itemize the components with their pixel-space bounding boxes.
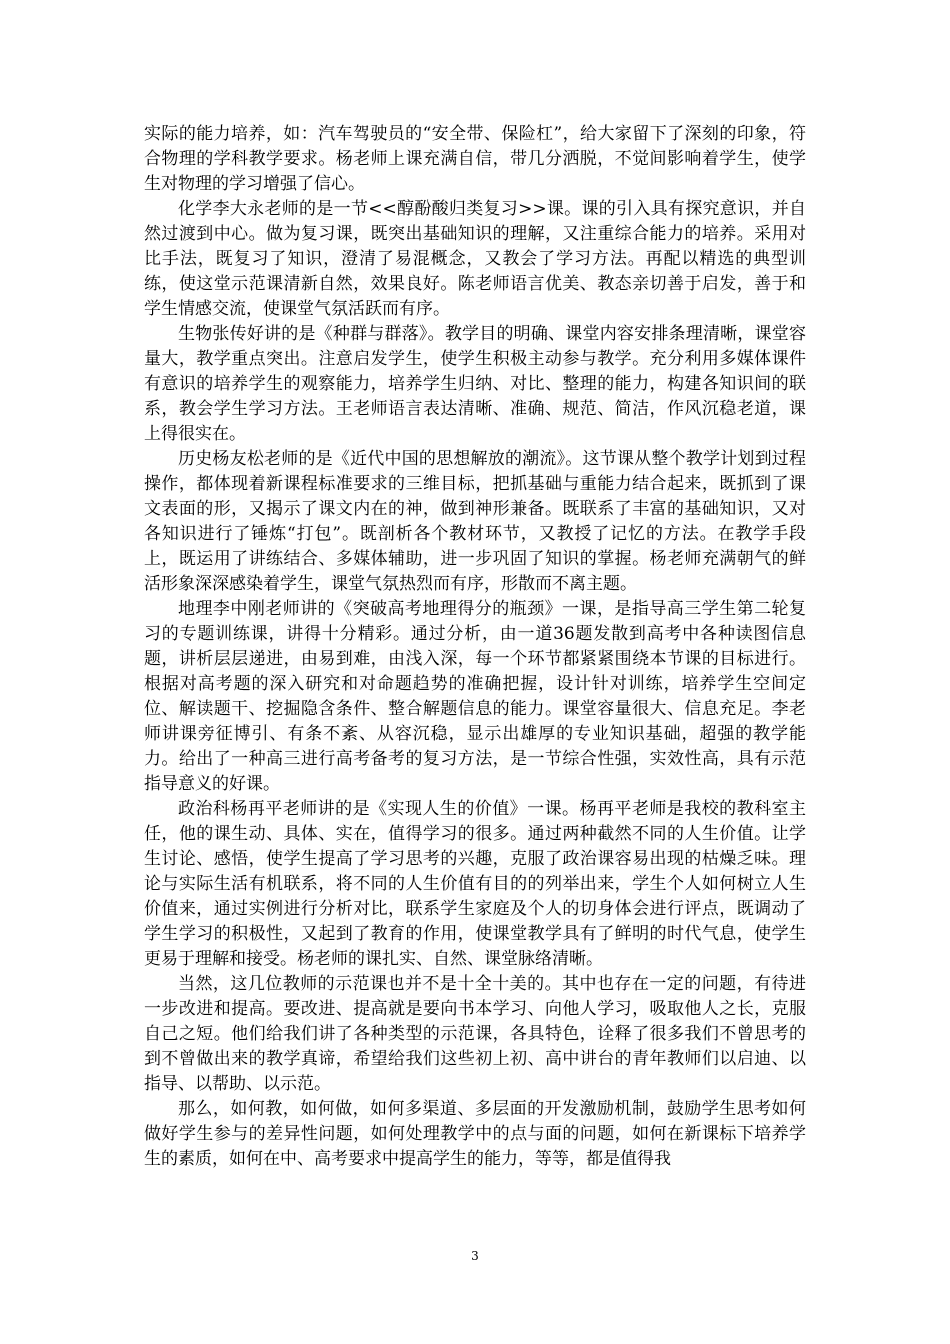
paragraph-politics: 政治科杨再平老师讲的是《实现人生的价值》一课。杨再平老师是我校的教科室主任，他的课生动、具体、实在，值得学习的很多。通过两种截然不同的人生价值。让学生讨论、感悟，使学生提高了学习思考的兴趣，克服了政治课容易出现的枯燥乏味。理论与实际生活有机联系，将不同的人生价值有目的的列举出来，学生个人如何树立人生价值来，通过实例进行分析对比，联系学生家庭及个人的切身体会进行评点，既调动了学生学习的积极性，又起到了教育的作用，使课堂教学具有了鲜明的时代气息，使学生更易于理解和接受。杨老师的课扎实、自然、课堂脉络清晰。 [144,799,806,969]
paragraph-history: 历史杨友松老师的是《近代中国的思想解放的潮流》。这节课从整个教学计划到过程操作，都体现着新课程标准要求的三维目标，把抓基础与重能力结合起来，既抓到了课文表面的形，又揭示了课文内在的神，做到神形兼备。既联系了丰富的基础知识，又对各知识进行了锤炼“打包”。既剖析各个教材环节，又教授了记忆的方法。在教学手段上，既运用了讲练结合、多媒体辅助，进一步巩固了知识的掌握。杨老师充满朝气的鲜活形象深深感染着学生，课堂气氛热烈而有序，形散而不离主题。 [144,449,806,594]
paragraph-reflection: 当然，这几位教师的示范课也并不是十全十美的。其中也存在一定的问题，有待进一步改进和提高。要改进、提高就是要向书本学习、向他人学习，吸取他人之长，克服自己之短。他们给我们讲了各种类型的示范课，各具特色，诠释了很多我们不曾思考的到不曾做出来的教学真谛，希望给我们这些初上初、高中讲台的青年教师们以启迪、以指导、以帮助、以示范。 [144,974,806,1094]
paragraph-biology: 生物张传好讲的是《种群与群落》。教学目的明确、课堂内容安排条理清晰，课堂容量大，教学重点突出。注意启发学生，使学生积极主动参与教学。充分利用多媒体课件有意识的培养学生的观察能力，培养学生归纳、对比、整理的能力，构建各知识间的联系，教会学生学习方法。王老师语言表达清晰、准确、规范、简洁，作风沉稳老道，课上得很实在。 [144,324,806,444]
paragraph-chemistry: 化学李大永老师的是一节<<醇酚酸归类复习>>课。课的引入具有探究意识，并自然过渡到中心。做为复习课，既突出基础知识的理解，又注重综合能力的培养。采用对比手法，既复习了知识，澄清了易混概念，又教会了学习方法。再配以精选的典型训练，使这堂示范课清新自然，效果良好。陈老师语言优美、教态亲切善于启发，善于和学生情感交流，使课堂气氛活跃而有序。 [144,199,806,319]
paragraph-physics-continued: 实际的能力培养，如：汽车驾驶员的“安全带、保险杠”，给大家留下了深刻的印象，符合物理的学科教学要求。杨老师上课充满自信，带几分洒脱，不觉间影响着学生，使学生对物理的学习增强了信心。 [144,124,806,194]
paragraph-geography: 地理李中刚老师讲的《突破高考地理得分的瓶颈》一课，是指导高三学生第二轮复习的专题训练课，讲得十分精彩。通过分析，由一道36题发散到高考中各种读图信息题，讲析层层递进，由易到难，由浅入深，每一个环节都紧紧围绕本节课的目标进行。根据对高考题的深入研究和对命题趋势的准确把握，设计针对训练，培养学生空间定位、解读题干、挖掘隐含条件、整合解题信息的能力。课堂容量很大、信息充足。李老师讲课旁征博引、有条不紊、从容沉稳，显示出雄厚的专业知识基础，超强的教学能力。给出了一种高三进行高考备考的复习方法，是一节综合性强，实效性高，具有示范指导意义的好课。 [144,599,806,794]
page-number: 3 [471,1249,479,1263]
document-body [144,122,806,1172]
paragraph-questions: 那么，如何教，如何做，如何多渠道、多层面的开发激励机制，鼓励学生思考如何做好学生参与的差异性问题，如何处理教学中的点与面的问题，如何在新课标下培养学生的素质，如何在中、高考要求中提高学生的能力，等等，都是值得我 [144,1099,806,1169]
